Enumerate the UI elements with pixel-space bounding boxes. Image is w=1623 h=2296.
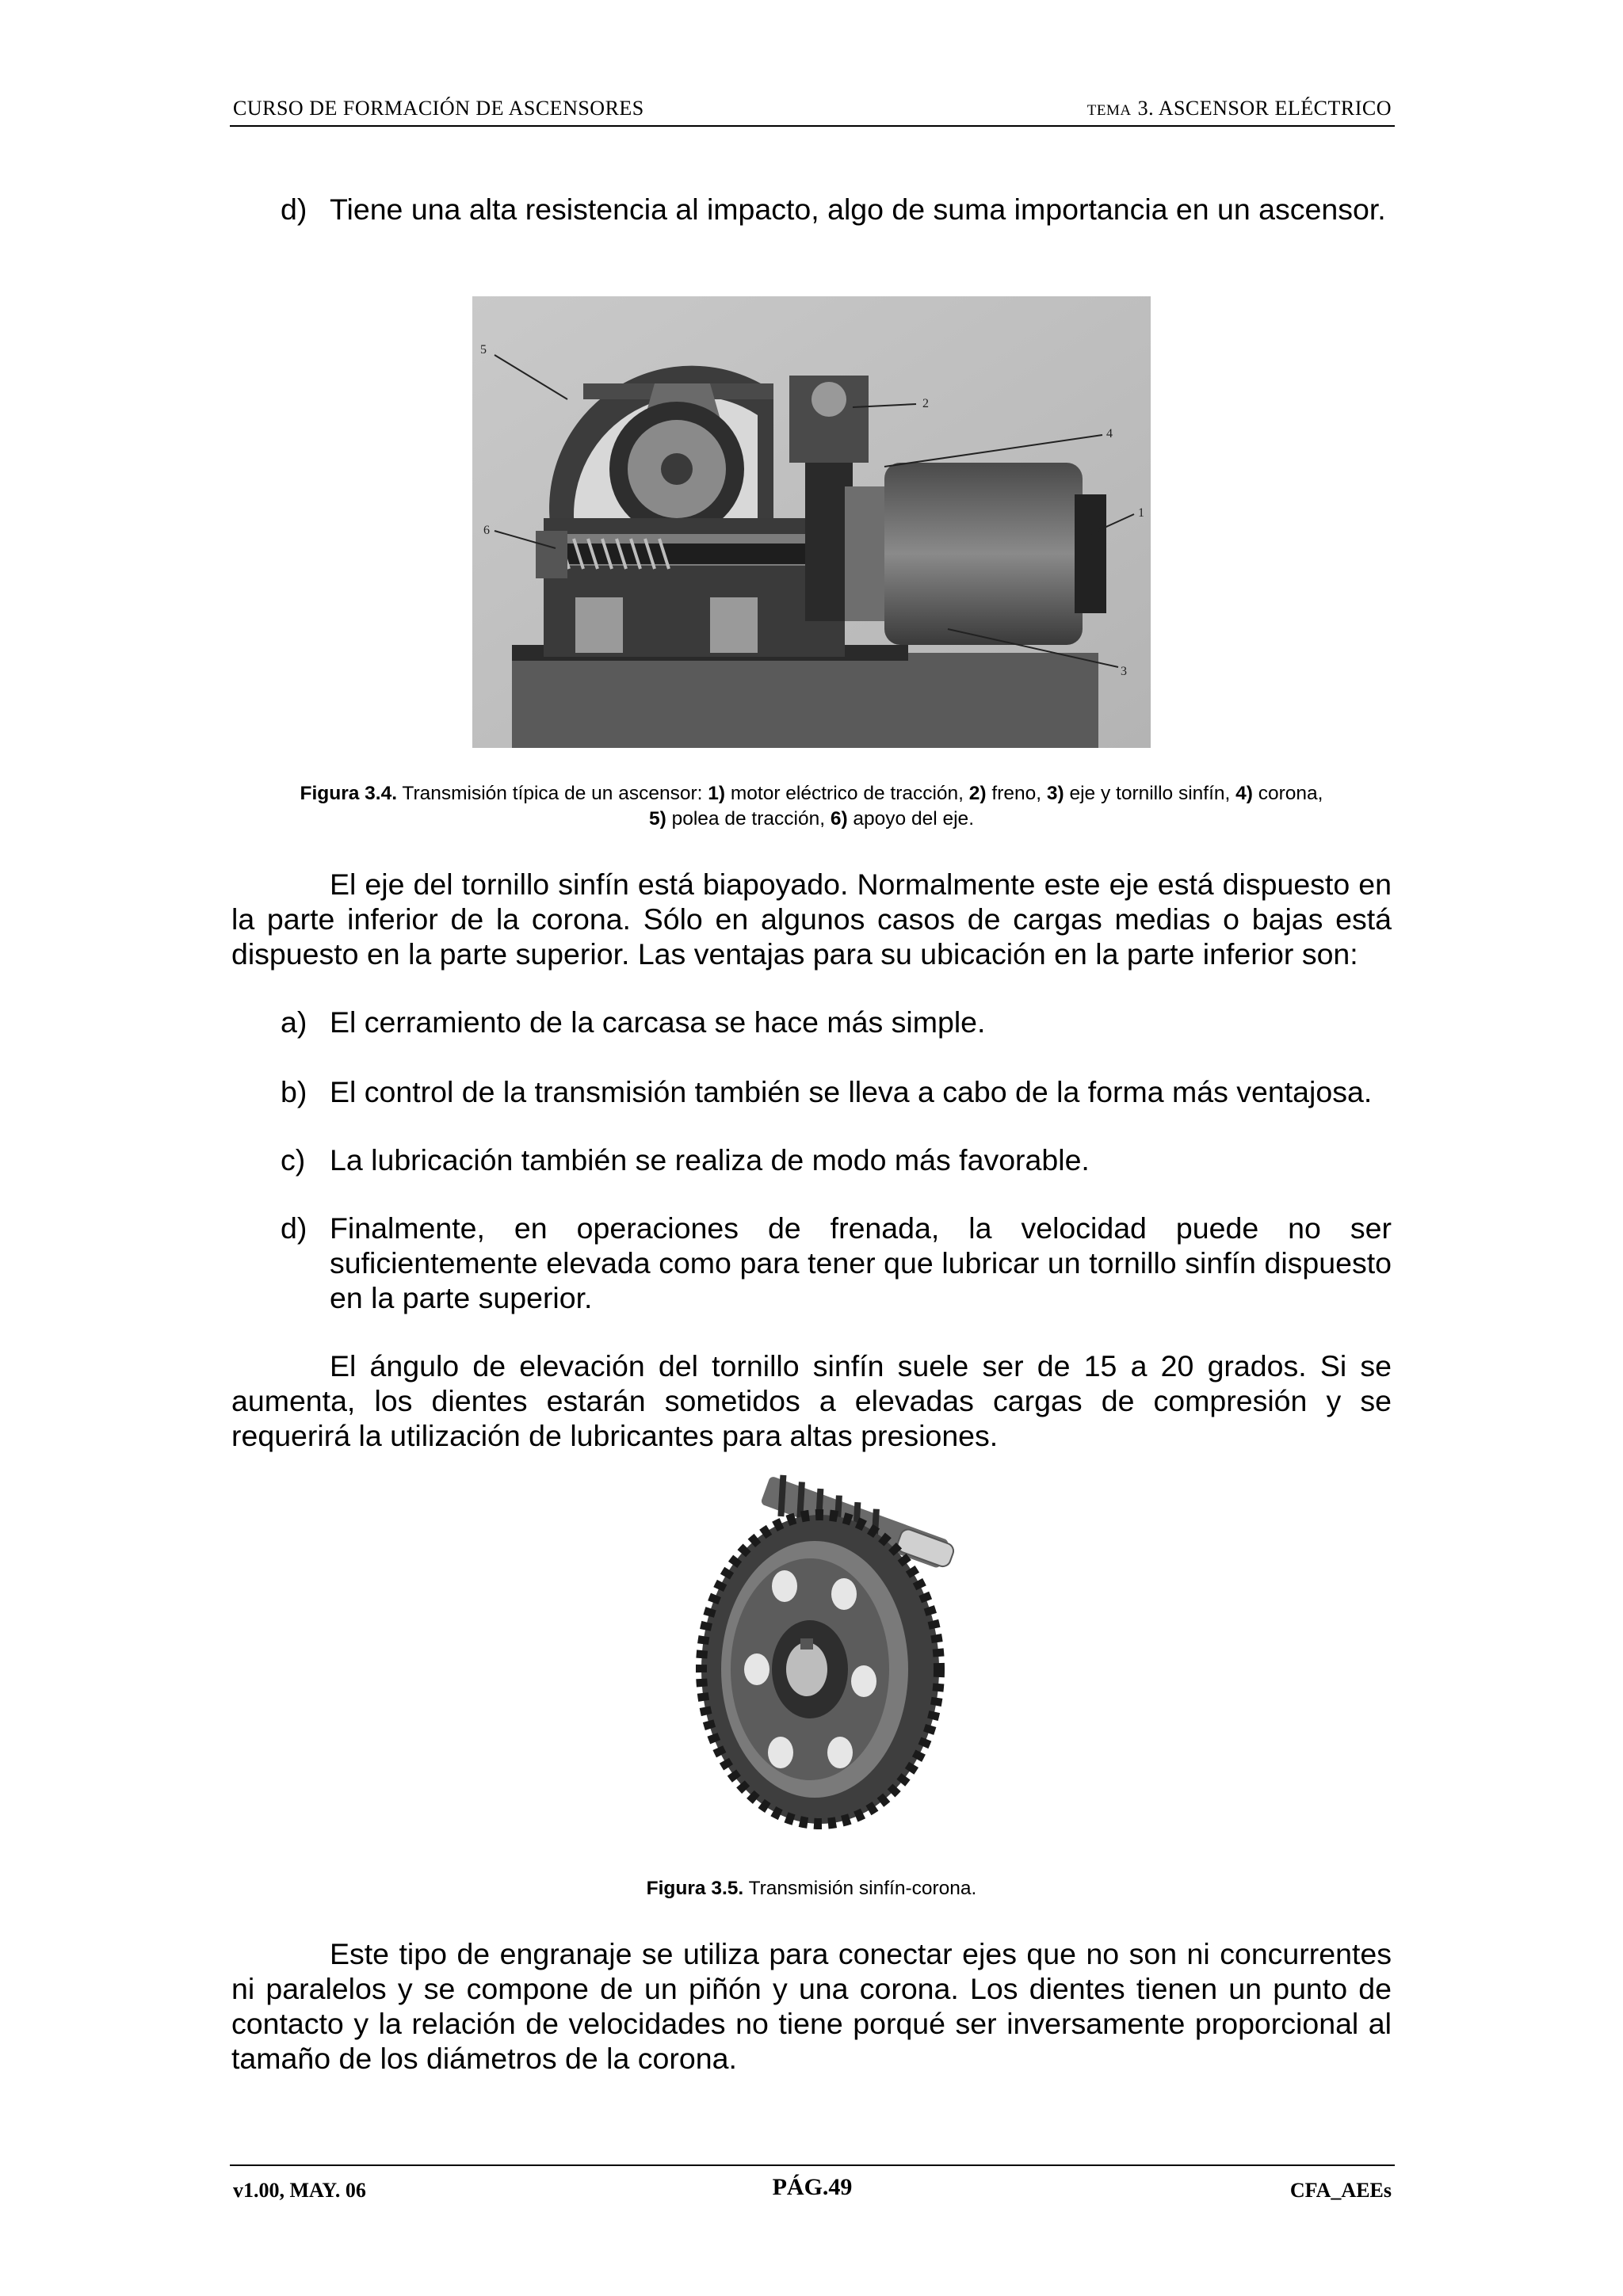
caption-text: Transmisión sinfín-corona. bbox=[743, 1878, 977, 1899]
footer-version: v1.00, MAY. 06 bbox=[233, 2179, 366, 2202]
header-course-title: CURSO DE FORMACIÓN DE ASCENSORES bbox=[233, 97, 644, 120]
list-item-b bbox=[281, 1074, 1392, 1109]
caption-num: 1) bbox=[708, 783, 726, 804]
footer-page-number: PÁG.49 bbox=[772, 2174, 853, 2200]
caption-text: eje y tornillo sinfín, bbox=[1064, 783, 1236, 804]
list-item-d bbox=[281, 1211, 1392, 1315]
caption-num: 4) bbox=[1235, 783, 1253, 804]
caption-text: freno, bbox=[986, 783, 1047, 804]
list-item-a bbox=[281, 1005, 1392, 1039]
figure-worm-gear bbox=[674, 1467, 967, 1832]
paragraph-1 bbox=[231, 867, 1392, 971]
caption-text: polea de tracción, bbox=[666, 808, 831, 830]
page-footer bbox=[230, 2164, 1395, 2206]
callout-2: 2 bbox=[922, 397, 929, 410]
list-item-label: d) bbox=[281, 193, 307, 226]
paragraph-2-text: El ángulo de elevación del tornillo sinfín suele ser de 15 a 20 grados. Si se aumenta, los dientes estarán sometidos a elevadas cargas de compresión y se requerirá la utilización de lubricantes para altas presiones. bbox=[231, 1349, 1392, 1452]
callout-5: 5 bbox=[480, 343, 487, 357]
caption-num: 2) bbox=[968, 783, 987, 804]
list-item-text: Tiene una alta resistencia al impacto, algo de suma importancia en un ascensor. bbox=[330, 193, 1386, 226]
caption-label: Figura 3.4. bbox=[300, 783, 398, 804]
list-item-label: d) bbox=[281, 1211, 307, 1245]
caption-text: motor eléctrico de tracción, bbox=[725, 783, 969, 804]
paragraph-2 bbox=[231, 1348, 1392, 1453]
caption-num: 5) bbox=[649, 808, 666, 830]
list-item-text: El cerramiento de la carcasa se hace más simple. bbox=[330, 1005, 986, 1039]
callout-1: 1 bbox=[1138, 506, 1144, 520]
paragraph-1-text: El eje del tornillo sinfín está biapoyado. Normalmente este eje está dispuesto en la parte inferior de la corona. Sólo en algunos casos de cargas medias o bajas está dispuesto en la parte superior. Las ventajas para su ubicación en la parte inferior son: bbox=[231, 868, 1392, 971]
caption-num: 6) bbox=[830, 808, 848, 830]
machine-base bbox=[512, 653, 1098, 748]
footer-doc-code: CFA_AEEs bbox=[1289, 2179, 1392, 2202]
figure-3-4-caption bbox=[231, 781, 1392, 832]
list-item-text: La lubricación también se realiza de modo más favorable. bbox=[330, 1143, 1090, 1177]
list-item-text: El control de la transmisión también se lleva a cabo de la forma más ventajosa. bbox=[330, 1075, 1373, 1108]
caption-label: Figura 3.5. bbox=[646, 1878, 744, 1899]
list-item-label: a) bbox=[281, 1005, 307, 1039]
traction-motor bbox=[884, 463, 1083, 645]
caption-text: apoyo del eje. bbox=[847, 808, 974, 830]
header-chapter bbox=[1087, 97, 1392, 120]
callout-4: 4 bbox=[1106, 427, 1113, 441]
list-item-d-top bbox=[281, 192, 1392, 227]
caption-text: corona, bbox=[1252, 783, 1323, 804]
paragraph-3-text: Este tipo de engranaje se utiliza para conectar ejes que no son ni concurrentes ni paralelos y se compone de un piñón y una corona. Los dientes tienen un punto de contacto y la relación de velocidades no tiene porqué ser inversamente proporcional al tamaño de los diámetros de la corona. bbox=[231, 1937, 1392, 2075]
list-item-c bbox=[281, 1142, 1392, 1177]
list-item-label: c) bbox=[281, 1143, 306, 1177]
caption-text: Transmisión típica de un ascensor: bbox=[397, 783, 708, 804]
header-tema-label: TEMA bbox=[1086, 102, 1132, 119]
paragraph-3 bbox=[231, 1936, 1392, 2076]
list-item-label: b) bbox=[281, 1075, 307, 1108]
figure-3-5-caption bbox=[231, 1876, 1392, 1901]
figure-traction-machine bbox=[472, 296, 1151, 748]
page-header bbox=[230, 93, 1395, 127]
callout-3: 3 bbox=[1121, 665, 1127, 678]
callout-6: 6 bbox=[483, 524, 490, 537]
caption-num: 3) bbox=[1046, 783, 1064, 804]
header-chapter-title: 3. ASCENSOR ELÉCTRICO bbox=[1137, 97, 1392, 120]
shaft-support bbox=[536, 531, 567, 578]
list-item-text: Finalmente, en operaciones de frenada, la velocidad puede no ser suficientemente elevada como para tener que lubricar un tornillo sinfín dispuesto en la parte superior. bbox=[330, 1211, 1392, 1314]
